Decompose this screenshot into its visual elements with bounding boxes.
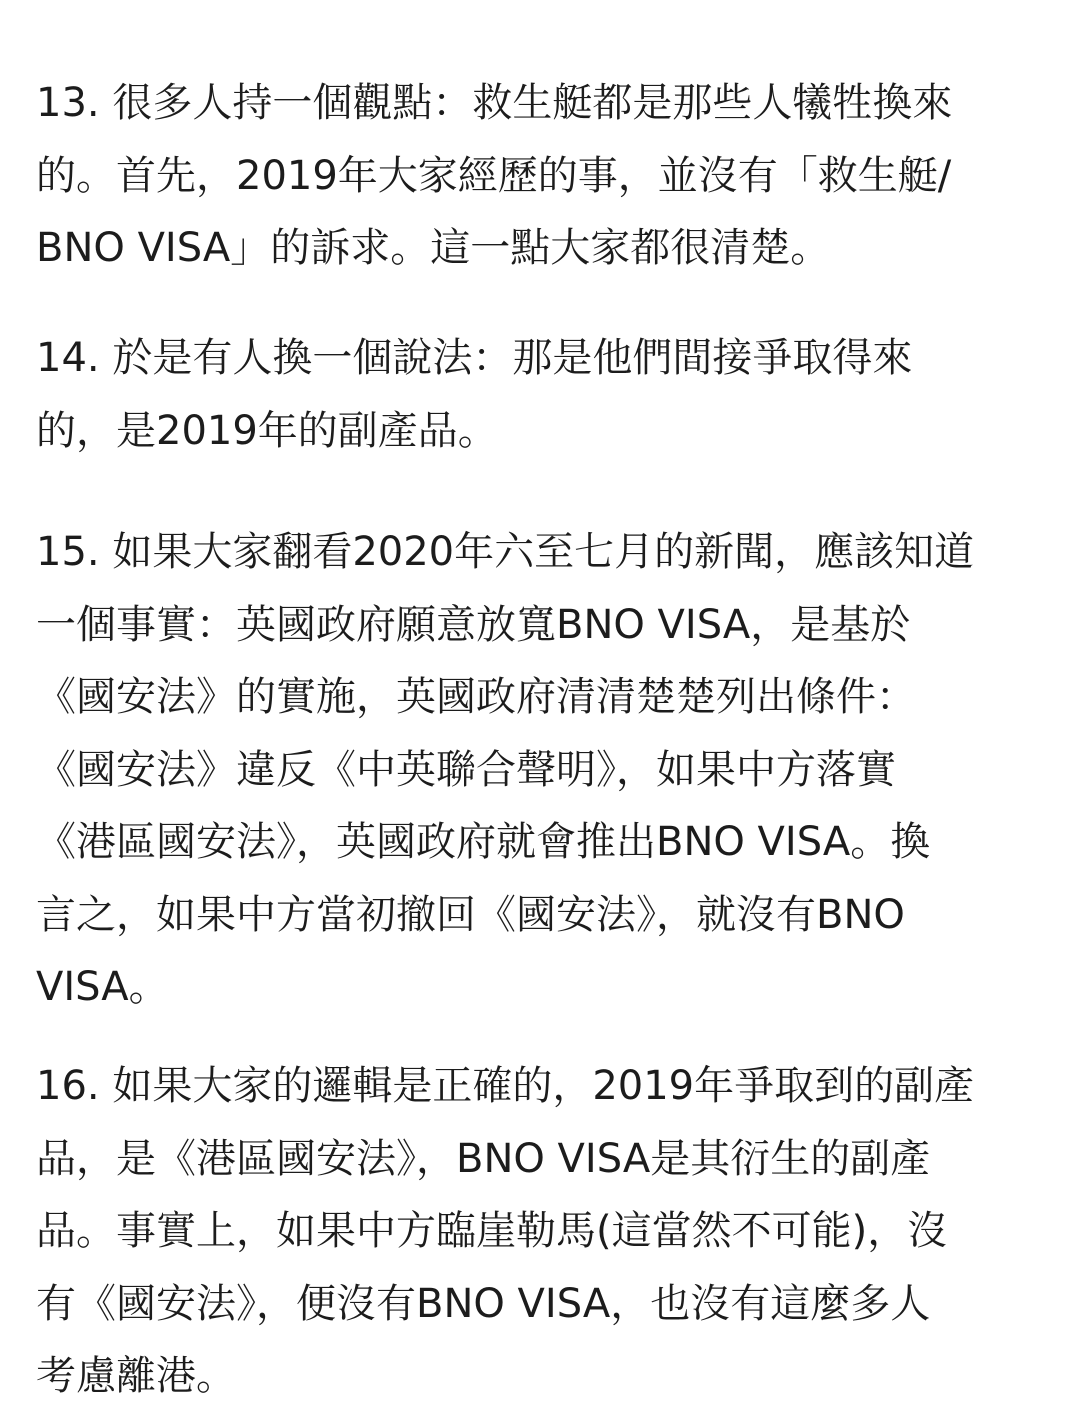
paragraph-16 [36,1050,1056,1413]
text-line: 《港區國安法》，英國政府就會推出BNO VISA。換 [36,819,931,865]
text-line: 《國安法》的實施，英國政府清清楚楚列出條件： [36,674,916,720]
text-line: 《國安法》違反《中英聯合聲明》，如果中方落實 [36,746,896,793]
text-line: BNO VISA」的訴求。這一點大家都很清楚。 [36,225,831,271]
paragraph-14 [36,322,1056,467]
text-line: 的，是2019年的副產品。 [36,407,498,454]
text-line: 品，是《港區國安法》，BNO VISA是其衍生的副產 [36,1135,931,1182]
paragraph-15 [36,516,1056,1024]
text-line: 言之，如果中方當初撤回《國安法》，就沒有BNO [36,891,905,938]
text-line: 16. 如果大家的邏輯是正確的，2019年爭取到的副產 [36,1063,975,1109]
text-line: 品。事實上，如果中方臨崖勒馬(這當然不可能)，沒 [36,1208,948,1254]
text-line: 有《國安法》，便沒有BNO VISA，也沒有這麼多人 [36,1280,931,1327]
paragraph-13 [36,67,1056,285]
text-line: 14. 於是有人換一個說法：那是他們間接爭取得來 [36,335,913,381]
text-line: 一個事實：英國政府願意放寬BNO VISA，是基於 [36,601,911,648]
text-line: 13. 很多人持一個觀點：救生艇都是那些人犧牲換來 [36,80,953,126]
text-line: 的。首先，2019年大家經歷的事，並沒有「救生艇/ [36,152,952,199]
text-line: VISA。 [36,964,169,1010]
text-line: 15. 如果大家翻看2020年六至七月的新聞，應該知道 [36,529,975,575]
text-line: 考慮離港。 [36,1353,236,1399]
